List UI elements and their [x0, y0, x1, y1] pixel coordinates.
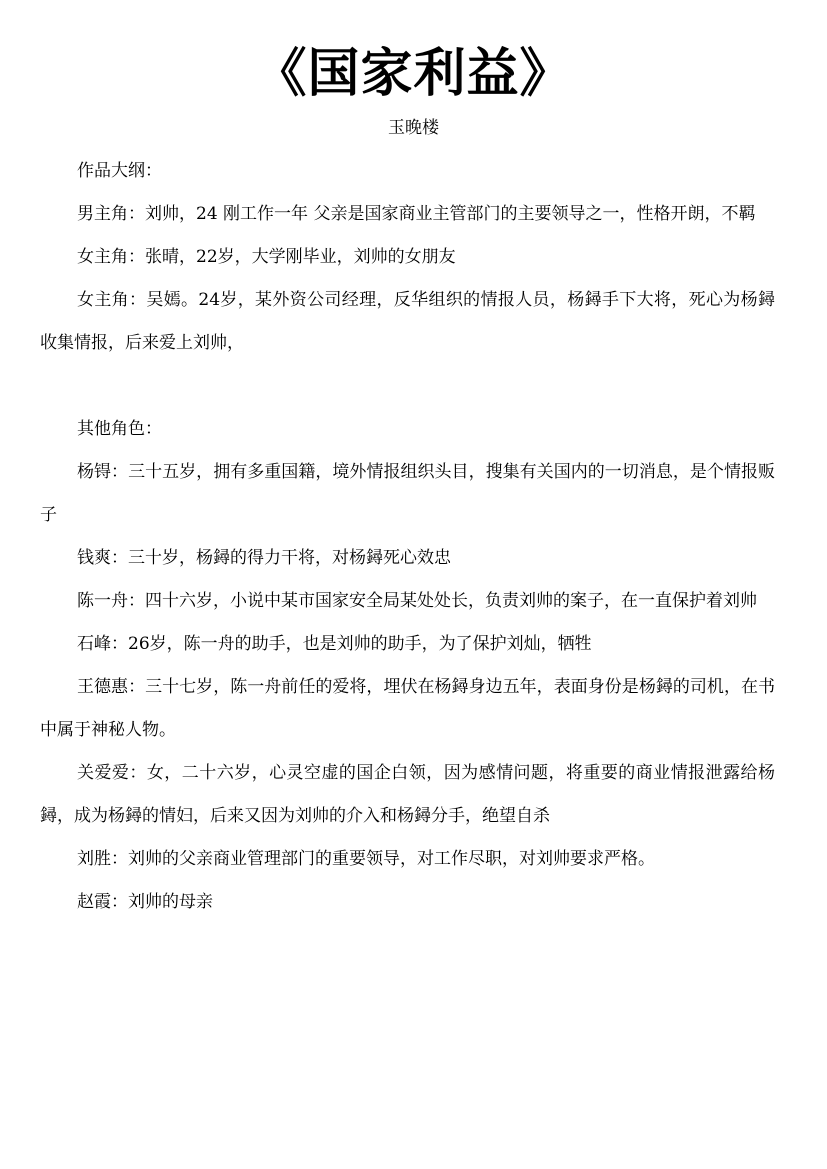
- document-body: [40, 150, 775, 924]
- outline-heading: 作品大纲：: [77, 161, 162, 181]
- character-entry: 刘胜：刘帅的父亲商业管理部门的重要领导，对工作尽职，对刘帅要求严格。: [77, 849, 655, 869]
- character-entry: 杨锝：三十五岁，拥有多重国籍，境外情报组织头目，搜集有关国内的一切消息，是个情报贩子: [40, 462, 775, 525]
- character-entry: 陈一舟：四十六岁，小说中某市国家安全局某处处长，负责刘帅的案子，在一直保护着刘帅: [77, 591, 757, 611]
- character-entry: 关爱爱：女，二十六岁，心灵空虚的国企白领，因为感情问题，将重要的商业情报泄露给杨鐞，成为杨鐞的情妇，后来又因为刘帅的介入和杨鐞分手，绝望自杀: [40, 763, 775, 826]
- main-character-female-lead-2: 女主角：吴嫣。24岁，某外资公司经理，反华组织的情报人员，杨鐞手下大将，死心为杨鐞收集情报，后来爱上刘帅，: [40, 290, 775, 353]
- other-characters-heading: 其他角色：: [77, 419, 162, 439]
- main-character-female-lead-1: 女主角：张晴，22岁，大学刚毕业，刘帅的女朋友: [77, 247, 456, 267]
- character-entry: 王德惠：三十七岁，陈一舟前任的爱将，埋伏在杨鐞身边五年，表面身份是杨鐞的司机，在书中属于神秘人物。: [40, 677, 775, 740]
- character-entry: 赵霞：刘帅的母亲: [77, 892, 213, 912]
- author-name: 玉晚楼: [388, 118, 439, 138]
- character-entry: 石峰：26岁，陈一舟的助手，也是刘帅的助手，为了保护刘灿，牺牲: [77, 634, 592, 654]
- blank-line: [40, 365, 775, 408]
- document-title: 《国家利益》: [254, 43, 573, 104]
- main-character-male-lead: 男主角：刘帅，24 刚工作一年 父亲是国家商业主管部门的主要领导之一，性格开朗，不羁: [77, 204, 756, 224]
- character-entry: 钱爽：三十岁，杨鐞的得力干将，对杨鐞死心效忠: [77, 548, 451, 568]
